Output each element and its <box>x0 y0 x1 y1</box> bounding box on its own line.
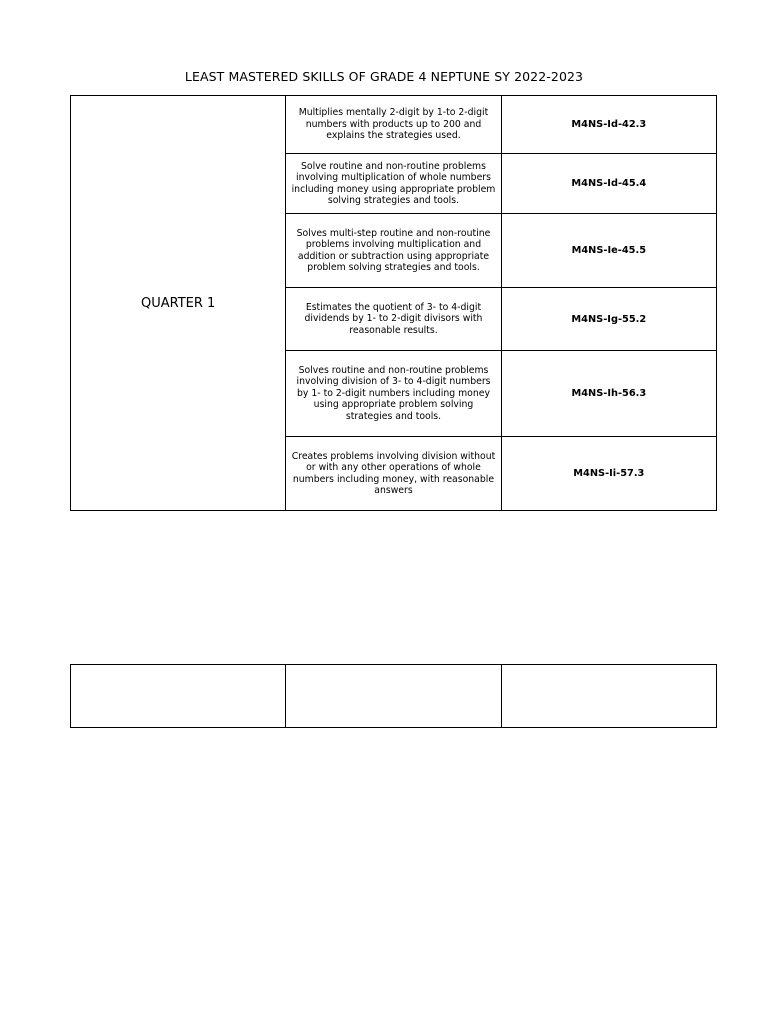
table-row <box>71 96 717 154</box>
skill-code: M4NS-Id-42.3 <box>501 96 716 154</box>
skill-description: Creates problems involving division without or with any other operations of whole numbers including money, with reasonable answers <box>286 437 501 511</box>
skill-description: Estimates the quotient of 3- to 4-digit dividends by 1- to 2-digit divisors with reasonable results. <box>286 288 501 351</box>
empty-cell <box>71 665 286 728</box>
empty-table-row <box>71 665 717 728</box>
empty-table <box>70 664 717 728</box>
skill-description: Solves routine and non-routine problems involving division of 3- to 4-digit numbers by 1- to 2-digit numbers including money using appropriate problem solving strategies and tools. <box>286 351 501 437</box>
empty-cell <box>501 665 716 728</box>
skill-description: Multiplies mentally 2-digit by 1-to 2-digit numbers with products up to 200 and explains the strategies used. <box>286 96 501 154</box>
skill-description: Solves multi-step routine and non-routine problems involving multiplication and addition or subtraction using appropriate problem solving strategies and tools. <box>286 214 501 288</box>
least-mastered-skills-table <box>70 95 717 511</box>
skill-code: M4NS-Ii-57.3 <box>501 437 716 511</box>
skill-code: M4NS-Ie-45.5 <box>501 214 716 288</box>
document-title: LEAST MASTERED SKILLS OF GRADE 4 NEPTUNE SY 2022-2023 <box>184 69 584 84</box>
empty-cell <box>286 665 501 728</box>
skill-code: M4NS-Ih-56.3 <box>501 351 716 437</box>
quarter-label: QUARTER 1 <box>71 96 286 511</box>
skill-description: Solve routine and non-routine problems involving multiplication of whole numbers including money using appropriate problem solving strategies and tools. <box>286 154 501 214</box>
skill-code: M4NS-Ig-55.2 <box>501 288 716 351</box>
skill-code: M4NS-Id-45.4 <box>501 154 716 214</box>
